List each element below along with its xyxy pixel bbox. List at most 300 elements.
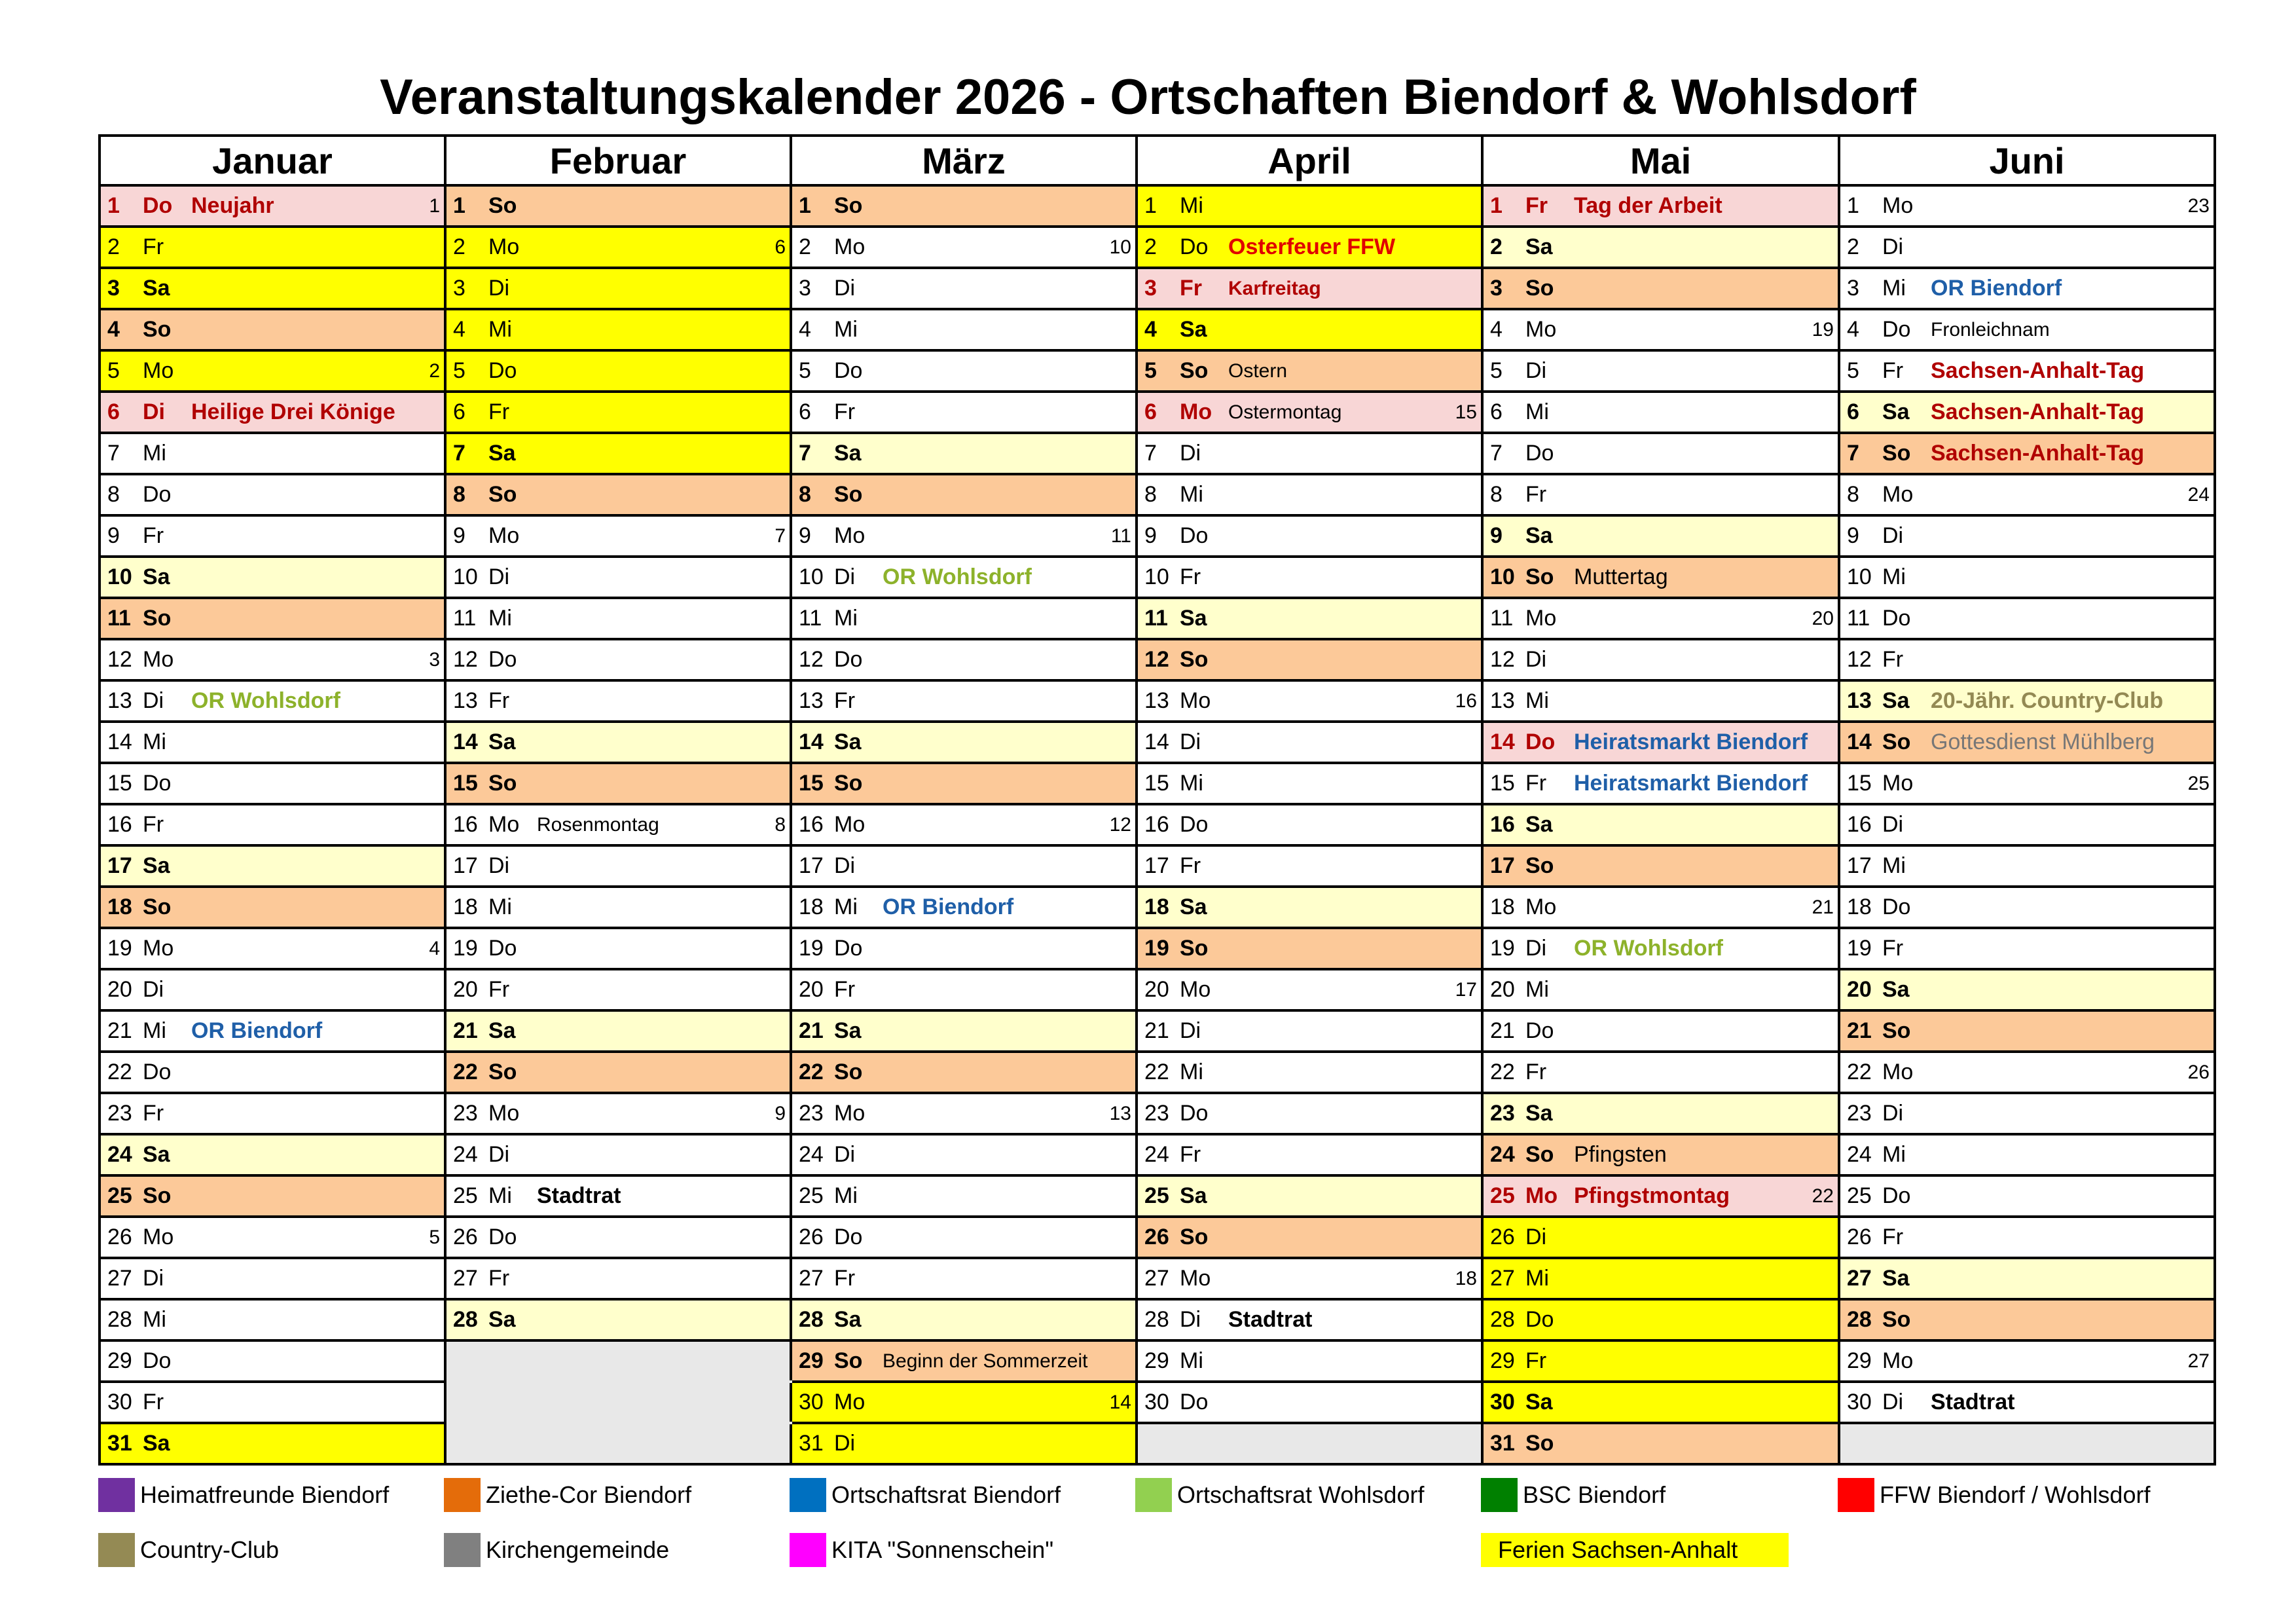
day-number: 28	[1144, 1307, 1169, 1332]
weekday: Sa	[1525, 523, 1553, 548]
day-number: 18	[453, 895, 478, 919]
day-cell-content	[792, 187, 1135, 225]
day-number: 3	[1144, 276, 1157, 301]
weekday: Do	[143, 482, 172, 507]
day-number: 21	[1144, 1018, 1169, 1043]
day-number: 20	[1847, 977, 1872, 1002]
day-cell-content	[446, 1218, 790, 1257]
legend-label: KITA "Sonnenschein"	[831, 1536, 1054, 1563]
weekday: Mi	[1180, 771, 1203, 796]
table-row	[100, 557, 2215, 598]
table-row	[100, 1217, 2215, 1258]
day-cell-content	[101, 1424, 444, 1463]
day-cell-content	[1484, 187, 1838, 225]
day-cell	[1839, 1258, 2215, 1299]
day-cell	[1137, 969, 1482, 1010]
day-cell	[445, 1217, 791, 1258]
day-cell	[1482, 185, 1839, 227]
day-number: 21	[1847, 1018, 1872, 1043]
weekday: Mo	[143, 1225, 174, 1249]
day-cell	[445, 928, 791, 969]
table-row	[100, 845, 2215, 887]
weekday: Mo	[834, 1390, 866, 1414]
weekday: Fr	[1882, 647, 1904, 672]
day-cell-content	[101, 1094, 444, 1133]
day-cell	[100, 1423, 445, 1464]
day-cell-content	[1484, 434, 1838, 473]
weekday: Di	[1180, 441, 1201, 466]
day-cell-content	[1138, 640, 1481, 679]
day-cell-content	[1484, 805, 1838, 844]
weekday: Do	[1180, 234, 1209, 259]
weekday: Do	[1882, 895, 1911, 919]
day-cell-content	[1138, 682, 1481, 720]
day-number: 14	[799, 729, 824, 754]
day-number: 15	[1144, 771, 1169, 796]
day-number: 6	[799, 399, 811, 424]
week-number: 4	[429, 938, 440, 959]
day-cell-content	[446, 1259, 790, 1298]
day-cell-content	[1840, 599, 2214, 638]
table-row	[100, 722, 2215, 763]
event-label: Sachsen-Anhalt-Tag	[1931, 441, 2145, 466]
week-number: 2	[429, 360, 440, 382]
event-label: Karfreitag	[1228, 278, 1321, 299]
day-cell	[1482, 1382, 1839, 1423]
weekday: Di	[143, 688, 164, 713]
day-cell-content	[1840, 929, 2214, 968]
weekday: Fr	[1882, 1225, 1904, 1249]
weekday: Di	[143, 399, 165, 424]
day-cell	[1137, 1175, 1482, 1217]
weekday: Mi	[1882, 276, 1906, 301]
day-number: 24	[453, 1142, 478, 1167]
weekday: Mo	[143, 358, 174, 383]
day-cell-content	[101, 929, 444, 968]
day-number: 17	[1490, 853, 1515, 878]
week-number: 23	[2187, 195, 2210, 217]
day-number: 9	[453, 523, 465, 548]
day-cell	[1839, 680, 2215, 722]
day-cell	[445, 185, 791, 227]
day-cell	[100, 722, 445, 763]
day-cell-content	[1484, 1012, 1838, 1050]
day-number: 30	[1490, 1390, 1515, 1414]
weekday: Mo	[834, 812, 866, 837]
weekday: Di	[1525, 358, 1547, 383]
day-cell-content	[1484, 1259, 1838, 1298]
day-cell	[791, 845, 1137, 887]
day-number: 9	[1490, 523, 1503, 548]
weekday: Di	[488, 1142, 510, 1167]
day-cell	[1482, 1299, 1839, 1340]
day-number: 16	[1847, 812, 1872, 837]
weekday: Sa	[143, 1431, 170, 1456]
day-number: 25	[107, 1183, 132, 1208]
weekday: Fr	[143, 1101, 164, 1126]
day-cell-content	[792, 1424, 1135, 1463]
weekday: So	[143, 606, 172, 631]
weekday: So	[1180, 936, 1209, 961]
day-number: 6	[1144, 399, 1157, 424]
day-cell	[100, 1010, 445, 1052]
day-cell	[1137, 598, 1482, 639]
event-label: Pfingstmontag	[1574, 1183, 1730, 1208]
day-number: 27	[1144, 1266, 1169, 1291]
legend-swatch	[790, 1478, 826, 1512]
weekday: Mo	[1180, 977, 1211, 1002]
day-cell	[1839, 639, 2215, 680]
day-cell	[1482, 845, 1839, 887]
month-header-5: Juni	[1839, 136, 2215, 185]
week-number: 27	[2187, 1350, 2210, 1372]
month-header-3: April	[1137, 136, 1482, 185]
weekday: Fr	[488, 1266, 510, 1291]
month-header-0: Januar	[100, 136, 445, 185]
legend-swatch	[98, 1533, 135, 1567]
day-cell	[445, 598, 791, 639]
day-number: 11	[1847, 606, 1870, 631]
table-row	[100, 804, 2215, 845]
day-cell-content	[101, 764, 444, 803]
weekday: Do	[834, 358, 863, 383]
day-cell	[1839, 268, 2215, 309]
weekday: Fr	[143, 523, 164, 548]
day-number: 27	[1847, 1266, 1872, 1291]
day-cell	[1839, 309, 2215, 350]
weekday: Fr	[834, 1266, 856, 1291]
day-cell	[1482, 928, 1839, 969]
day-number: 25	[799, 1183, 824, 1208]
weekday: Sa	[834, 1018, 862, 1043]
table-row	[100, 350, 2215, 392]
day-cell	[445, 639, 791, 680]
day-cell	[445, 1175, 791, 1217]
day-cell	[1839, 433, 2215, 474]
weekday: Di	[488, 853, 510, 878]
day-cell	[100, 557, 445, 598]
day-cell	[1137, 1217, 1482, 1258]
weekday: Mi	[143, 729, 166, 754]
day-cell	[1839, 804, 2215, 845]
day-cell	[1137, 350, 1482, 392]
weekday: Sa	[1882, 399, 1910, 424]
weekday: Fr	[1525, 1060, 1547, 1084]
day-cell-content	[101, 187, 444, 225]
day-cell	[100, 1093, 445, 1134]
day-number: 28	[799, 1307, 824, 1332]
event-label: Ostermontag	[1228, 401, 1342, 423]
event-label: OR Wohlsdorf	[1574, 936, 1723, 961]
day-number: 26	[1144, 1225, 1169, 1249]
day-cell-content	[1840, 269, 2214, 308]
day-number: 30	[1144, 1390, 1169, 1414]
day-number: 30	[107, 1390, 132, 1414]
day-number: 29	[107, 1348, 132, 1373]
weekday: Di	[834, 276, 856, 301]
day-cell-content	[446, 1012, 790, 1050]
day-cell	[1137, 1052, 1482, 1093]
day-cell-content	[792, 805, 1135, 844]
day-cell	[445, 350, 791, 392]
day-cell	[1137, 433, 1482, 474]
day-cell	[1839, 474, 2215, 515]
day-cell	[1137, 887, 1482, 928]
table-row	[100, 474, 2215, 515]
day-cell	[791, 680, 1137, 722]
day-number: 17	[1847, 853, 1872, 878]
weekday: Sa	[488, 729, 516, 754]
weekday: Fr	[1180, 1142, 1201, 1167]
day-cell	[1482, 969, 1839, 1010]
week-number: 14	[1109, 1392, 1131, 1413]
day-cell	[791, 763, 1137, 804]
day-number: 16	[107, 812, 132, 837]
day-cell	[1137, 680, 1482, 722]
day-cell	[1137, 1134, 1482, 1175]
event-label: Stadtrat	[537, 1183, 621, 1208]
day-number: 20	[453, 977, 478, 1002]
day-cell-content	[446, 1177, 790, 1215]
event-label: Pfingsten	[1574, 1142, 1667, 1167]
weekday: Mi	[488, 895, 512, 919]
day-cell-content	[1840, 682, 2214, 720]
weekday: Sa	[1180, 317, 1207, 342]
weekday: Di	[834, 853, 856, 878]
day-number: 12	[1490, 647, 1515, 672]
day-cell	[100, 1340, 445, 1382]
day-cell-content	[446, 269, 790, 308]
weekday: Di	[1882, 1390, 1904, 1414]
event-label: OR Biendorf	[883, 895, 1014, 919]
day-number: 8	[799, 482, 811, 507]
day-number: 14	[453, 729, 478, 754]
day-cell-content	[1484, 1301, 1838, 1339]
table-row	[100, 392, 2215, 433]
day-cell-content	[446, 434, 790, 473]
day-cell	[1482, 1134, 1839, 1175]
day-cell-content	[101, 888, 444, 927]
weekday: Do	[1525, 441, 1554, 466]
day-cell-content	[1138, 475, 1481, 514]
day-number: 24	[1847, 1142, 1872, 1167]
day-cell	[100, 392, 445, 433]
day-cell	[1839, 185, 2215, 227]
day-cell-content	[792, 1218, 1135, 1257]
weekday: Mo	[488, 1101, 520, 1126]
day-cell	[445, 845, 791, 887]
week-number: 11	[1110, 525, 1131, 547]
day-cell	[791, 309, 1137, 350]
table-row	[100, 1258, 2215, 1299]
day-cell-content	[792, 682, 1135, 720]
day-cell-content	[101, 310, 444, 349]
day-number: 15	[1847, 771, 1872, 796]
day-cell-content	[101, 1012, 444, 1050]
day-cell	[1839, 722, 2215, 763]
day-cell-content	[1840, 187, 2214, 225]
day-cell	[1482, 227, 1839, 268]
day-cell-content	[1484, 1053, 1838, 1092]
day-cell	[445, 680, 791, 722]
day-cell	[1482, 639, 1839, 680]
day-number: 16	[453, 812, 478, 837]
day-cell-content	[446, 393, 790, 432]
day-cell	[791, 804, 1137, 845]
day-cell	[445, 268, 791, 309]
table-row	[100, 1052, 2215, 1093]
day-number: 24	[799, 1142, 824, 1167]
day-number: 11	[453, 606, 477, 631]
day-number: 5	[1490, 358, 1503, 383]
weekday: So	[834, 193, 863, 218]
day-number: 22	[1490, 1060, 1515, 1084]
event-label: OR Biendorf	[191, 1018, 323, 1043]
day-cell	[791, 474, 1137, 515]
day-cell-content	[1484, 599, 1838, 638]
day-cell-content	[1138, 393, 1481, 432]
weekday: So	[1882, 1018, 1911, 1043]
day-cell-content	[1138, 187, 1481, 225]
day-cell	[100, 1217, 445, 1258]
day-number: 24	[1490, 1142, 1515, 1167]
day-cell-content	[446, 558, 790, 597]
day-cell	[1839, 1134, 2215, 1175]
day-number: 14	[107, 729, 132, 754]
day-cell-content	[1840, 1218, 2214, 1257]
day-cell	[791, 969, 1137, 1010]
day-cell	[1482, 763, 1839, 804]
day-number: 4	[107, 317, 120, 342]
day-number: 1	[799, 193, 811, 218]
week-number: 19	[1812, 319, 1834, 341]
day-cell-content	[792, 1301, 1135, 1339]
day-number: 15	[1490, 771, 1515, 796]
day-number: 26	[453, 1225, 478, 1249]
day-cell	[1482, 598, 1839, 639]
day-cell-content	[1840, 475, 2214, 514]
day-number: 19	[107, 936, 132, 961]
day-cell	[445, 557, 791, 598]
day-number: 20	[1490, 977, 1515, 1002]
day-cell-content	[792, 1177, 1135, 1215]
day-number: 17	[453, 853, 478, 878]
weekday: Fr	[143, 812, 164, 837]
weekday: So	[834, 1060, 863, 1084]
day-number: 8	[1490, 482, 1503, 507]
day-cell	[791, 557, 1137, 598]
weekday: Do	[1882, 606, 1911, 631]
day-number: 20	[799, 977, 824, 1002]
day-cell	[791, 1134, 1137, 1175]
day-cell-content	[446, 352, 790, 390]
day-cell-content	[1484, 269, 1838, 308]
week-number: 22	[1812, 1185, 1834, 1207]
day-cell	[1137, 185, 1482, 227]
day-cell-content	[446, 1094, 790, 1133]
day-cell	[1839, 1382, 2215, 1423]
day-cell	[100, 1052, 445, 1093]
day-number: 16	[1144, 812, 1169, 837]
weekday: Sa	[1180, 895, 1207, 919]
day-cell-content	[1138, 352, 1481, 390]
day-cell-content	[101, 1259, 444, 1298]
legend-swatch	[444, 1478, 481, 1512]
day-number: 15	[107, 771, 132, 796]
weekday: Sa	[488, 1018, 516, 1043]
weekday: Fr	[834, 399, 856, 424]
day-number: 4	[453, 317, 465, 342]
day-cell-content	[792, 847, 1135, 885]
day-number: 26	[799, 1225, 824, 1249]
weekday: Do	[1180, 523, 1209, 548]
day-cell	[1137, 474, 1482, 515]
day-cell-content	[792, 517, 1135, 555]
weekday: Fr	[1525, 1348, 1547, 1373]
weekday: So	[1525, 1431, 1554, 1456]
month-header-2: März	[791, 136, 1137, 185]
month-header-1: Februar	[445, 136, 791, 185]
day-number: 4	[1144, 317, 1157, 342]
day-cell	[1482, 268, 1839, 309]
day-cell-content	[1138, 1177, 1481, 1215]
event-label: Sachsen-Anhalt-Tag	[1931, 358, 2145, 383]
day-number: 12	[799, 647, 824, 672]
event-label: Heilige Drei Könige	[191, 399, 395, 424]
month-header-row	[100, 136, 2215, 185]
day-cell	[1839, 1010, 2215, 1052]
day-cell	[1839, 969, 2215, 1010]
day-number: 1	[1847, 193, 1859, 218]
day-cell-content	[1484, 475, 1838, 514]
day-cell	[445, 1052, 791, 1093]
day-cell-content	[792, 393, 1135, 432]
day-number: 11	[1144, 606, 1168, 631]
day-cell-content	[1138, 310, 1481, 349]
day-cell	[100, 1382, 445, 1423]
day-number: 29	[1144, 1348, 1169, 1373]
day-cell-content	[101, 1342, 444, 1380]
weekday: Sa	[488, 441, 516, 466]
table-row	[100, 515, 2215, 557]
weekday: So	[488, 1060, 517, 1084]
event-label: Ostern	[1228, 360, 1288, 382]
day-number: 3	[107, 276, 120, 301]
day-cell	[445, 763, 791, 804]
table-row	[100, 185, 2215, 227]
day-cell-content	[792, 929, 1135, 968]
weekday: So	[488, 771, 517, 796]
weekday: Do	[834, 1225, 863, 1249]
day-cell	[1137, 928, 1482, 969]
day-number: 22	[1144, 1060, 1169, 1084]
week-number: 13	[1109, 1103, 1131, 1124]
weekday: Do	[834, 936, 863, 961]
day-cell	[1482, 1010, 1839, 1052]
page-title: Veranstaltungskalender 2026 - Ortschaften Biendorf & Wohlsdorf	[380, 69, 1916, 125]
day-number: 10	[1490, 564, 1515, 589]
day-number: 3	[1847, 276, 1859, 301]
day-number: 17	[1144, 853, 1169, 878]
day-number: 2	[107, 234, 120, 259]
day-cell-content	[1138, 558, 1481, 597]
month-header-4: Mai	[1482, 136, 1839, 185]
day-cell	[100, 1299, 445, 1340]
day-cell	[1839, 227, 2215, 268]
day-cell-content	[1484, 723, 1838, 762]
day-number: 28	[107, 1307, 132, 1332]
day-number: 17	[107, 853, 132, 878]
